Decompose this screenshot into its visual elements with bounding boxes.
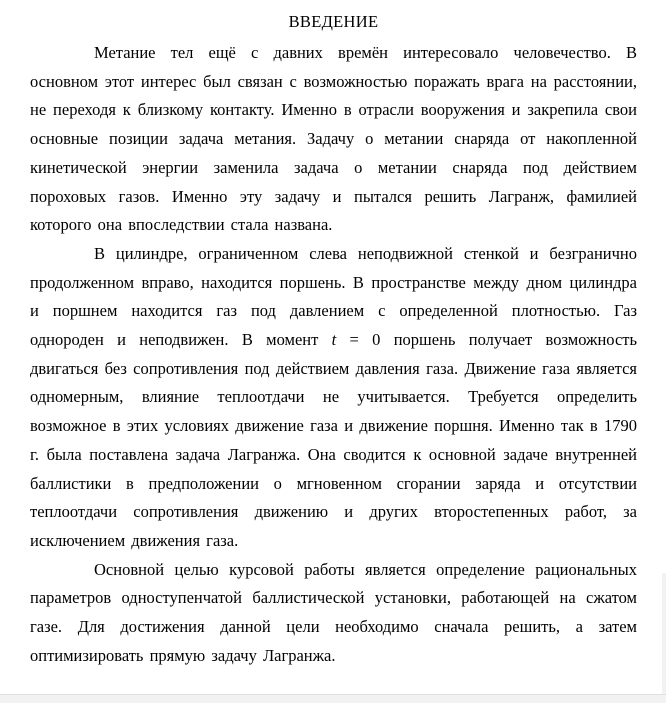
paragraph-introduction-history: Метание тел ещё с давних времён интересовало человечество. В основном этот интерес был связан с возможностью поражать врага на расстоянии, не переходя к близкому контакту. Именно в отрасли вооружения и закрепила свои основные позиции задача метания. Задачу о метании снаряда от накопленной кинетической энергии заменила задача о метании снаряда под действием пороховых газов. Именно эту задачу и пытался решить Лагранж, фамилией которого она впоследствии стала названа. [30, 43, 637, 235]
paragraph-segment: В цилиндре, ограниченном слева неподвижной стенкой и безгранично продолженном вправо, находится поршень. В пространстве между дном цилиндра и поршнем находится газ под давлением с определенной плотностью. Газ однороден и неподвижен. В момент [30, 243, 637, 350]
page-title: ВВЕДЕНИЕ [288, 12, 379, 31]
paragraph-segment: = 0 поршень получает возможность двигаться без сопротивления под действием давления газа. Движение газа является одномерным, влияние теплоотдачи не учитывается. Требуется определить возможное в этих условиях движение газа и движение поршня. Именно так в 1790 г. была поставлена задача Лагранжа. Она сводится к основной задаче внутренней баллистики в предположении о мгновенном сгорании заряда и отсутствии теплоотдачи сопротивления движению и других второстепенных работ, за исключением движения газа. [30, 330, 638, 550]
paragraph-lagrange-problem [30, 240, 637, 556]
paragraph-coursework-goal: Основной целью курсовой работы является определение рациональных параметров одноступенчатой баллистической установки, работающей на сжатом газе. Для достижения данной цели необходимо сначала решить, а затем оптимизировать прямую задачу Лагранжа. [30, 559, 637, 665]
page-bottom-edge [0, 694, 666, 703]
page-right-edge [662, 573, 666, 703]
math-variable-t: t [331, 330, 337, 350]
